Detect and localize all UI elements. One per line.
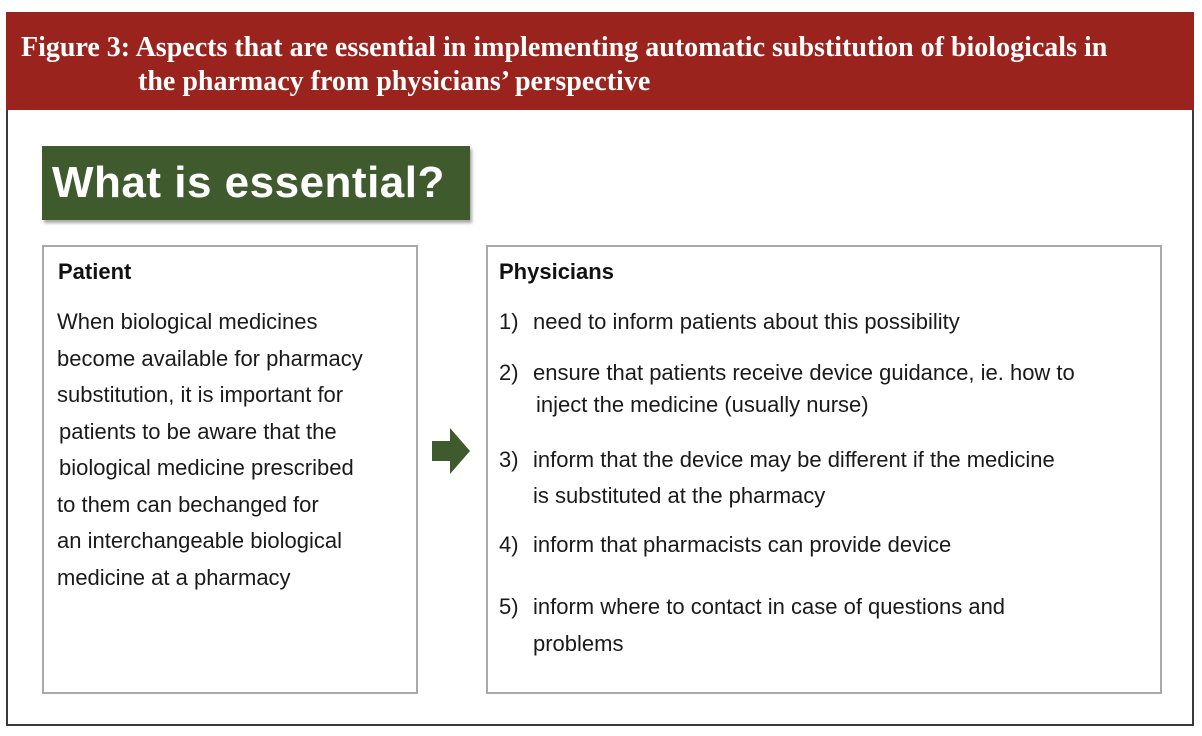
item-text-continued: is substituted at the pharmacy: [533, 483, 826, 508]
patient-box: [42, 245, 418, 694]
patient-text-line: When biological medicines: [57, 309, 318, 334]
patient-text-line: medicine at a pharmacy: [57, 565, 291, 590]
item-number: 3): [499, 447, 519, 472]
patient-title: Patient: [58, 259, 132, 284]
caption-line-2: the pharmacy from physicians’ perspective: [138, 66, 651, 97]
item-text: inform that pharmacists can provide device: [533, 532, 952, 557]
physicians-title: Physicians: [499, 259, 614, 284]
caption-line-1: Figure 3: Aspects that are essential in implementing automatic substitution of biologicals in: [21, 32, 1108, 63]
physicians-box: [486, 245, 1162, 694]
item-text-continued: problems: [533, 631, 624, 656]
item-text: need to inform patients about this possibility: [533, 309, 960, 334]
item-text: inform that the device may be different if the medicine: [533, 447, 1055, 472]
essential-heading: What is essential?: [42, 146, 470, 220]
patient-text-line: biological medicine prescribed: [59, 455, 354, 480]
item-text-continued: inject the medicine (usually nurse): [536, 392, 869, 417]
figure-caption-banner: [6, 12, 1194, 110]
right-arrow-icon: [432, 428, 470, 474]
item-number: 2): [499, 360, 519, 385]
patient-text-line: become available for pharmacy: [57, 346, 363, 371]
patient-text-line: substitution, it is important for: [57, 382, 344, 407]
patient-text-line: to them can bechanged for: [57, 492, 319, 517]
item-text: inform where to contact in case of questions and: [533, 594, 1006, 619]
patient-text-line: an interchangeable biological: [57, 528, 342, 553]
item-text: ensure that patients receive device guidance, ie. how to: [533, 360, 1075, 385]
item-number: 5): [499, 594, 519, 619]
patient-text-line: patients to be aware that the: [59, 419, 337, 444]
item-number: 4): [499, 532, 519, 557]
item-number: 1): [499, 309, 519, 334]
